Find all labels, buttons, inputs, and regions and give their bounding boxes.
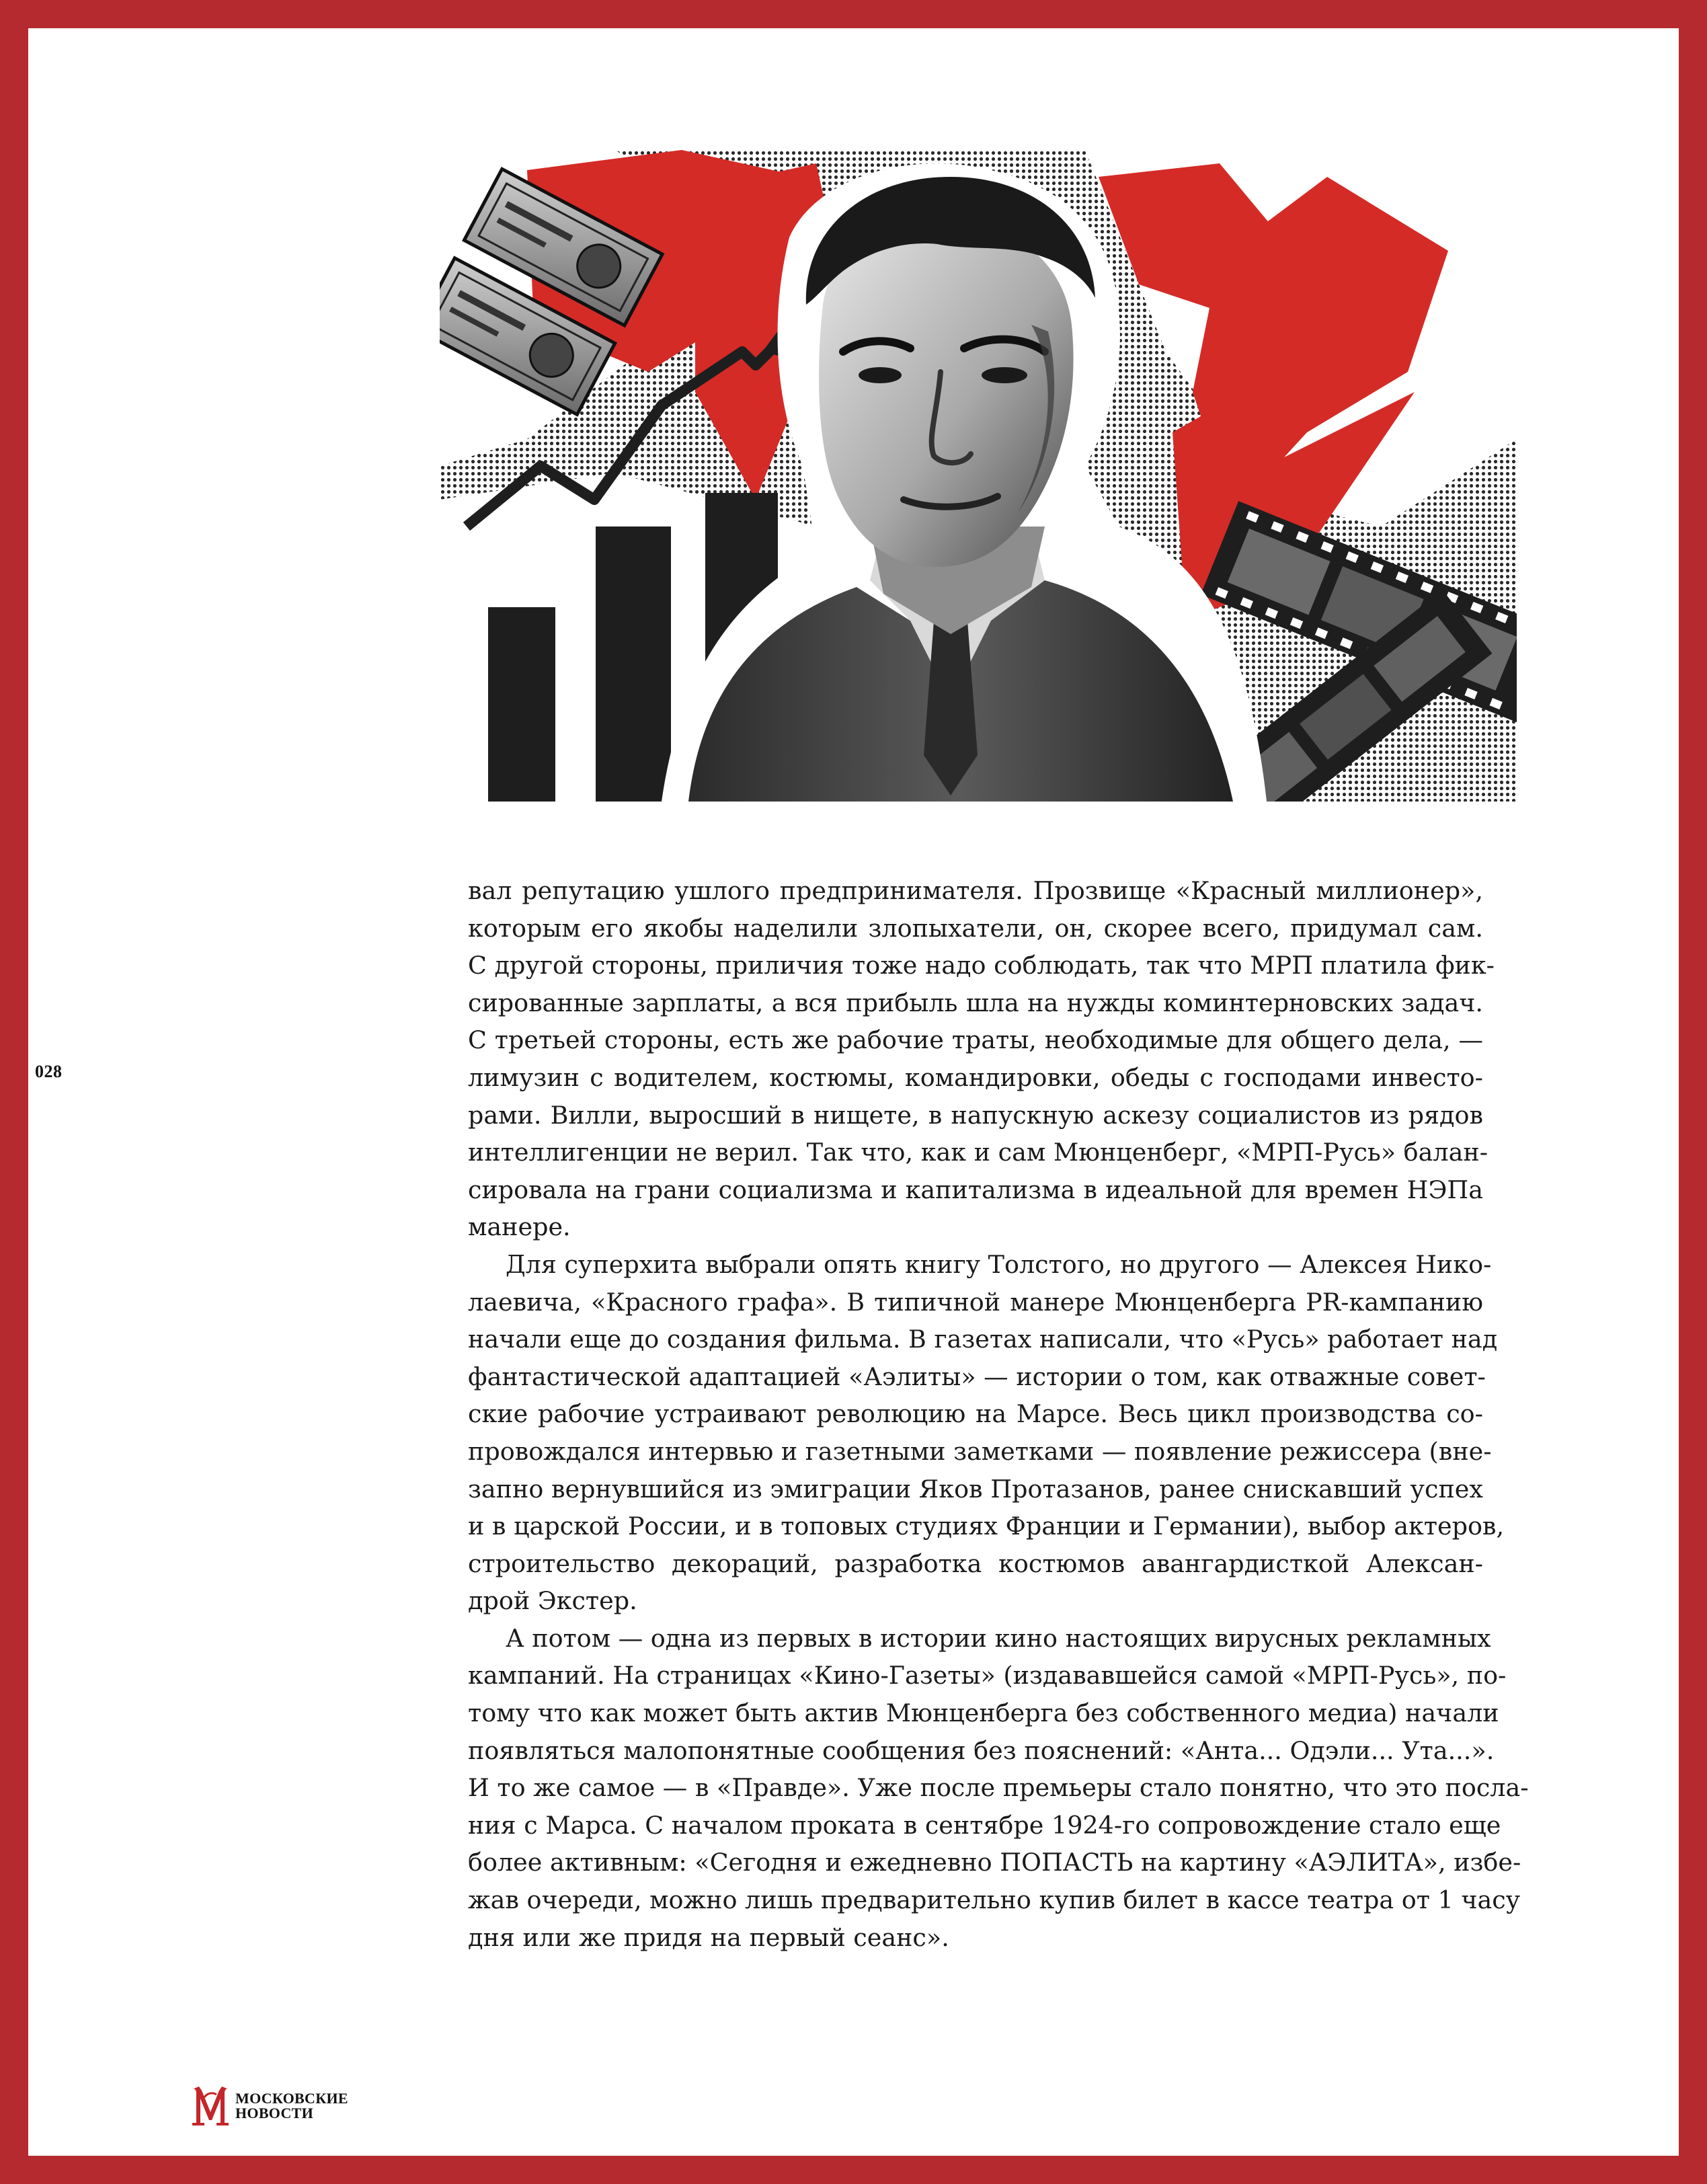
bar-chart-bar-1 <box>488 607 555 802</box>
magazine-page <box>28 28 1679 2156</box>
article-line: запно вернувшийся из эмиграции Яков Протазанов, ранее снискавший успех <box>468 1474 1483 1504</box>
article-line: А потом — одна из первых в истории кино настоящих вирусных рекламных <box>506 1623 1491 1653</box>
article-line: начали еще до создания фильма. В газетах написали, что «Русь» работает над <box>468 1325 1498 1354</box>
article-line: дрой Экстер. <box>468 1586 637 1616</box>
article-line: более активным: «Сегодня и ежедневно ПОПАСТЬ на картину «АЭЛИТА», избе- <box>468 1848 1521 1877</box>
portrait-eye-left <box>859 367 902 383</box>
article-line: дня или же придя на первый сеанс». <box>468 1922 949 1952</box>
publication-logo <box>190 2084 348 2128</box>
logo-wordmark <box>235 2091 348 2121</box>
portrait-eye-right <box>982 367 1027 383</box>
article-line: С другой стороны, приличия тоже надо соблюдать, так что МРП платила фик- <box>468 951 1495 980</box>
article-line: которым его якобы наделили злопыхатели, он, скорее всего, придумал сам. <box>468 913 1483 943</box>
logo-line-1: МОСКОВСКИЕ <box>235 2090 348 2107</box>
bar-chart-bar-2 <box>596 526 671 802</box>
logo-line-2: НОВОСТИ <box>235 2105 314 2121</box>
article-line: фантастической адаптацией «Аэлиты» — истории о том, как отважные совет- <box>468 1362 1486 1391</box>
article-line: вал репутацию ушлого предпринимателя. Прозвище «Красный миллионер», <box>468 876 1483 905</box>
article-line: появляться малопонятные сообщения без пояснений: «Анта... Одэли... Ута...». <box>468 1736 1495 1765</box>
article-line: кампаний. На страницах «Кино-Газеты» (издававшейся самой «МРП-Русь», по- <box>468 1661 1507 1690</box>
article-line: жав очереди, можно лишь предварительно купив билет в кассе театра от 1 часу <box>468 1885 1521 1915</box>
logo-m-icon <box>190 2084 231 2128</box>
article-line: лаевича, «Красного графа». В типичной манере Мюнценберга PR-кампанию <box>468 1287 1483 1317</box>
page-number: 028 <box>35 1062 63 1081</box>
article-line: строительство декораций, разработка костюмов авангардисткой Алексан- <box>468 1549 1483 1578</box>
article-paragraph <box>468 872 1495 1246</box>
article-line: сировала на грани социализма и капитализма в идеальной для времен НЭПа <box>468 1175 1483 1204</box>
article-body <box>468 872 1529 1956</box>
article-line: сированные зарплаты, а вся прибыль шла на нужды коминтерновских задач. <box>468 988 1483 1017</box>
collage-svg <box>440 150 1517 802</box>
article-paragraph <box>468 1246 1505 1620</box>
article-line: манере. <box>468 1212 571 1242</box>
illustration-collage <box>440 150 1517 802</box>
article-paragraph <box>468 1620 1529 1956</box>
article-line: С третьей стороны, есть же рабочие траты, необходимые для общего дела, — <box>468 1025 1483 1055</box>
article-line: ния с Марса. С началом проката в сентябре 1924-го сопровождение стало еще <box>468 1810 1501 1840</box>
article-line: провождался интервью и газетными заметками — появление режиссера (вне- <box>468 1436 1492 1466</box>
article-line: и в царской России, и в топовых студиях Франции и Германии), выбор актеров, <box>468 1512 1505 1541</box>
article-line: Для суперхита выбрали опять книгу Толстого, но другого — Алексея Нико- <box>506 1249 1492 1279</box>
article-line: интеллигенции не верил. Так что, как и сам Мюнценберг, «МРП-Русь» балан- <box>468 1138 1488 1167</box>
article-line: ские рабочие устраивают революцию на Марсе. Весь цикл производства со- <box>468 1399 1483 1429</box>
article-line: рами. Вилли, выросший в нищете, в напускную аскезу социалистов из рядов <box>468 1100 1483 1130</box>
article-line: лимузин с водителем, костюмы, командировки, обеды с господами инвесто- <box>468 1062 1483 1092</box>
article-line: И то же самое — в «Правде». Уже после премьеры стало понятно, что это посла- <box>468 1773 1529 1803</box>
article-line: тому что как может быть актив Мюнценберга без собственного медиа) начали <box>468 1699 1499 1728</box>
